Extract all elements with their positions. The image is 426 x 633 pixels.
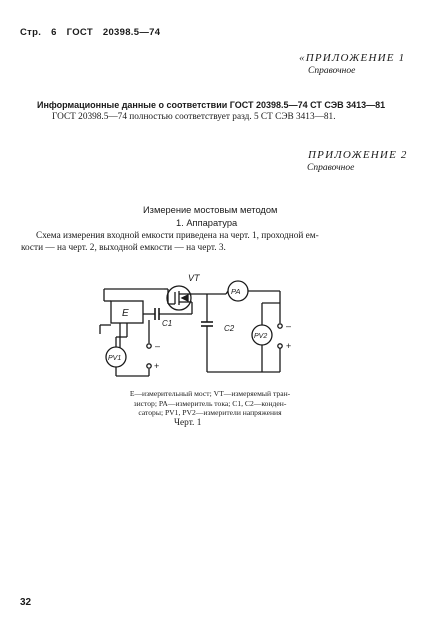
terminal-plus-left: + [154,361,160,371]
gost-label: ГОСТ [66,27,93,38]
figure-caption [110,389,310,418]
section-subtitle: 1. Аппаратура [176,218,238,228]
label-pa: PA [231,287,241,296]
terminal-minus-right: – [286,321,292,331]
circuit-diagram [92,268,312,388]
page-no: 6 [51,27,57,38]
terminal-minus-left: – [155,341,161,351]
terminal-plus-right: + [286,341,292,351]
appendix-2-subtitle: Справочное [307,163,355,173]
info-text: ГОСТ 20398.5—74 полностью соответствует разд. 5 СТ СЭВ 3413—81. [52,112,336,122]
label-e: E [122,308,129,319]
page-label: Стр. [20,27,42,38]
page-number: 32 [20,597,32,608]
appendix-1-subtitle: Справочное [308,66,356,76]
section-title: Измерение мостовым методом [143,205,278,215]
caption-line-3: саторы; PV1, PV2—измерители напряжения [138,408,282,418]
info-heading: Информационные данные о соответствии ГОСТ 20398.5—74 СТ СЭВ 3413—81 [37,100,386,110]
caption-line-2: зистор; PA—измеритель тока; C1, C2—конден- [133,398,287,408]
appendix-2-title: ПРИЛОЖЕНИЕ 2 [308,149,408,161]
label-pv2: PV2 [254,333,268,340]
label-vt: VT [188,273,200,283]
figure-label: Черт. 1 [174,418,202,428]
label-pv1: PV1 [108,355,122,362]
paragraph-line-2: кости — на черт. 2, выходной емкости — на черт. 3. [21,243,226,253]
caption-line-1: E—измерительный мост; VT—измеряемый тран- [129,389,291,398]
paragraph-line-1: Схема измерения входной емкости приведена на черт. 1, проходной ем- [36,231,319,241]
appendix-1-title: «ПРИЛОЖЕНИЕ 1 [299,52,406,64]
label-c2: C2 [224,324,235,333]
gost-code: 20398.5—74 [102,27,161,38]
label-c1: C1 [162,319,173,328]
running-header [20,27,167,38]
